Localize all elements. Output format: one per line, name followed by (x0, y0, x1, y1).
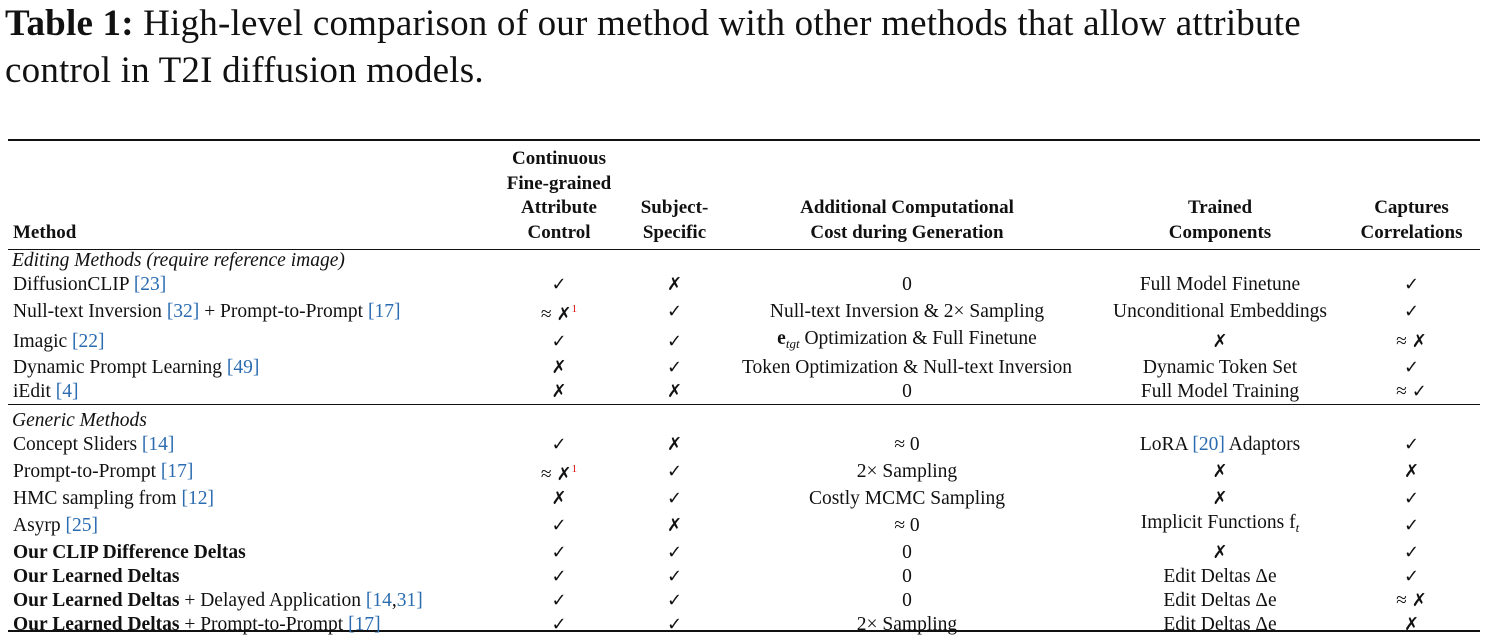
cross-icon: ✗ (1212, 461, 1228, 483)
continuous-cell (486, 433, 632, 457)
check-icon: ✓ (666, 301, 683, 323)
header-cost-line1: Additional Computational (800, 197, 1014, 218)
check-icon: ✓ (551, 565, 567, 587)
citation-link[interactable]: [4] (55, 381, 79, 403)
trained-cell: Edit Deltas Δe (1163, 589, 1277, 611)
table-row (8, 327, 1480, 356)
section-row-editing (8, 245, 1480, 273)
caption-label: Table 1: (5, 3, 134, 44)
trained-text: Adaptors (1224, 434, 1301, 456)
citation-link[interactable]: [20] (1192, 434, 1225, 456)
method-name: Concept Sliders (13, 434, 142, 456)
table-row (8, 511, 1480, 540)
continuous-cell (486, 380, 632, 404)
check-icon: ✓ (1403, 488, 1420, 510)
cross-icon: ✗ (556, 464, 572, 486)
check-icon: ✓ (551, 514, 567, 536)
method-name: Prompt-to-Prompt (13, 461, 161, 483)
check-icon: ✓ (551, 330, 567, 352)
captures-cell (1343, 327, 1480, 356)
trained-cell (1097, 457, 1343, 487)
table-row (8, 540, 1480, 564)
citation-link[interactable]: [17] (348, 613, 381, 635)
section-title-editing: Editing Methods (require reference image) (12, 250, 345, 271)
continuous-cell (486, 297, 632, 327)
header-method: Method (13, 221, 77, 243)
method-name: Null-text Inversion (13, 301, 167, 323)
continuous-cell (486, 487, 632, 511)
citation-link[interactable]: [49] (226, 357, 260, 379)
cross-icon: ✗ (1212, 330, 1228, 352)
table-row (8, 487, 1480, 511)
continuous-cell (486, 511, 632, 540)
header-computational-cost (717, 143, 1097, 245)
header-captures-line1: Captures (1374, 197, 1449, 218)
cost-cell: 0 (902, 541, 912, 563)
table-row (8, 356, 1480, 380)
method-name: DiffusionCLIP (13, 274, 134, 296)
table-row (8, 565, 1480, 589)
cost-cell: 0 (902, 565, 912, 587)
citation-link[interactable]: [17] (160, 461, 194, 483)
citation-link[interactable]: [14] (141, 434, 175, 456)
top-rule (8, 139, 1480, 141)
cross-icon: ✗ (1411, 589, 1427, 611)
subject-cell (632, 540, 717, 564)
citation-link[interactable]: [14 (365, 589, 392, 611)
captures-cell (1343, 273, 1480, 297)
continuous-cell (486, 540, 632, 564)
captures-cell (1343, 589, 1480, 613)
trained-cell: Unconditional Embeddings (1113, 301, 1327, 323)
check-icon: ✓ (1411, 381, 1427, 403)
cross-icon: ✗ (666, 381, 683, 403)
continuous-cell (486, 565, 632, 589)
subject-cell (632, 589, 717, 613)
table-row (8, 433, 1480, 457)
caption-text-line1: High-level comparison of our method with other methods that allow attribute (133, 3, 1301, 44)
check-icon: ✓ (551, 589, 567, 611)
check-icon: ✓ (551, 434, 567, 456)
method-cell (8, 565, 486, 589)
cross-icon: ✗ (551, 381, 567, 403)
cross-icon: ✗ (1403, 461, 1420, 483)
method-cell (8, 487, 486, 511)
table-row (8, 297, 1480, 327)
cost-cell: 0 (902, 274, 912, 296)
method-cell (8, 356, 486, 380)
method-cell (8, 589, 486, 613)
cross-icon: ✗ (1212, 541, 1228, 563)
captures-cell (1343, 380, 1480, 404)
check-icon: ✓ (1403, 274, 1420, 296)
cross-icon: ✗ (666, 434, 683, 456)
captures-cell (1343, 457, 1480, 487)
check-icon: ✓ (1403, 301, 1420, 323)
cross-icon: ✗ (666, 514, 683, 536)
check-icon: ✓ (551, 274, 567, 296)
footnote-marker[interactable]: 1 (571, 463, 578, 476)
cost-cell: ≈ 0 (894, 514, 920, 536)
method-name: iEdit (13, 381, 56, 403)
cost-cell: Null-text Inversion & 2× Sampling (769, 301, 1045, 323)
trained-cell: Full Model Training (1140, 381, 1300, 403)
trained-text: LoRA (1139, 434, 1193, 456)
captures-cell (1343, 297, 1480, 327)
subject-cell (632, 273, 717, 297)
cost-cell: 2× Sampling (856, 461, 958, 483)
subject-cell (632, 565, 717, 589)
header-subject-line1: Subject- (640, 197, 709, 218)
captures-cell (1343, 565, 1480, 589)
footnote-marker[interactable]: 1 (571, 303, 578, 316)
trained-cell (1097, 540, 1343, 564)
captures-cell (1343, 540, 1480, 564)
approx-symbol: ≈ (1396, 381, 1412, 403)
citation-link[interactable]: [22] (72, 330, 105, 352)
citation-link[interactable]: [23] (133, 274, 167, 296)
continuous-cell (486, 327, 632, 356)
approx-symbol: ≈ (540, 464, 557, 486)
check-icon: ✓ (551, 613, 567, 635)
check-icon: ✓ (666, 565, 683, 587)
method-name: Imagic (13, 330, 73, 352)
continuous-cell (486, 356, 632, 380)
table-row (8, 273, 1480, 297)
citation-link[interactable]: [32] (166, 301, 200, 323)
method-cell (8, 613, 486, 637)
table-row (8, 613, 1480, 637)
trained-cell: Edit Deltas Δe (1163, 613, 1277, 635)
citation-link[interactable]: [25] (65, 514, 99, 536)
subject-cell (632, 433, 717, 457)
check-icon: ✓ (666, 330, 683, 352)
subject-cell (632, 487, 717, 511)
trained-cell: Full Model Finetune (1139, 274, 1301, 296)
method-cell (8, 273, 486, 297)
check-icon: ✓ (1403, 565, 1420, 587)
trained-cell (1097, 433, 1343, 457)
captures-cell (1343, 613, 1480, 637)
cost-subscript: tgt (785, 336, 800, 352)
cross-icon: ✗ (556, 304, 572, 326)
cost-cell: 0 (902, 381, 912, 403)
cost-cell (717, 327, 1097, 356)
continuous-cell (486, 273, 632, 297)
check-icon: ✓ (666, 541, 683, 563)
header-trained-components (1097, 143, 1343, 245)
approx-symbol: ≈ (1396, 589, 1412, 611)
check-icon: ✓ (666, 613, 683, 635)
subject-cell (632, 511, 717, 540)
table-row (8, 457, 1480, 487)
trained-cell (1097, 327, 1343, 356)
subject-cell (632, 297, 717, 327)
header-continuous-line3: Attribute (521, 197, 597, 218)
check-icon: ✓ (551, 541, 567, 563)
method-name: Asyrp (13, 514, 66, 536)
header-row (8, 143, 1480, 245)
method-name: Dynamic Prompt Learning (13, 357, 227, 379)
captures-cell (1343, 487, 1480, 511)
header-continuous-line4: Control (527, 221, 591, 243)
subject-cell (632, 380, 717, 404)
subject-cell (632, 613, 717, 637)
citation-link[interactable]: [12] (181, 488, 214, 510)
method-cell (8, 511, 486, 540)
cost-cell: Costly MCMC Sampling (808, 488, 1006, 510)
caption-text-line2: control in T2I diffusion models. (5, 50, 484, 91)
trained-text: Implicit Functions f (1140, 512, 1296, 534)
method-name: Our Learned Deltas (13, 613, 180, 635)
continuous-cell (486, 589, 632, 613)
approx-symbol: ≈ (540, 304, 557, 326)
method-name-suffix: + Prompt-to-Prompt (179, 613, 349, 635)
method-cell (8, 540, 486, 564)
header-cost-line2: Cost during Generation (810, 221, 1004, 243)
check-icon: ✓ (666, 589, 683, 611)
citation-link[interactable]: [17] (367, 301, 401, 323)
cost-cell: 0 (902, 589, 912, 611)
header-continuous-control (486, 143, 632, 245)
section-title-generic: Generic Methods (12, 410, 147, 432)
captures-cell (1343, 356, 1480, 380)
citation-link[interactable]: 31] (396, 589, 423, 611)
cost-cell: 2× Sampling (856, 613, 958, 635)
header-captures-correlations (1343, 143, 1480, 245)
cross-icon: ✗ (1411, 330, 1427, 352)
method-name: Our Learned Deltas (13, 589, 180, 611)
cross-icon: ✗ (1212, 488, 1228, 510)
check-icon: ✓ (1403, 541, 1420, 563)
method-name-suffix: + Delayed Application (179, 589, 366, 611)
header-trained-line1: Trained (1187, 197, 1253, 218)
header-trained-line2: Components (1168, 221, 1272, 243)
cross-icon: ✗ (666, 274, 683, 296)
section-row-generic (8, 404, 1480, 433)
table-row (8, 589, 1480, 613)
captures-cell (1343, 433, 1480, 457)
cross-icon: ✗ (1403, 613, 1420, 635)
subject-cell (632, 356, 717, 380)
method-cell (8, 433, 486, 457)
cross-icon: ✗ (551, 488, 567, 510)
continuous-cell (486, 613, 632, 637)
trained-cell (1097, 511, 1343, 540)
check-icon: ✓ (666, 357, 683, 379)
method-name: Our Learned Deltas (13, 565, 180, 587)
table-caption (5, 0, 1485, 94)
citation-separator: , (391, 589, 397, 611)
method-name: Our CLIP Difference Deltas (13, 541, 246, 563)
cross-icon: ✗ (551, 357, 567, 379)
cost-symbol: e (777, 328, 786, 350)
header-subject-line2: Specific (642, 221, 707, 243)
subject-cell (632, 457, 717, 487)
approx-symbol: ≈ (1396, 330, 1412, 352)
trained-cell: Dynamic Token Set (1142, 357, 1298, 379)
header-continuous-line2: Fine-grained (506, 172, 612, 194)
check-icon: ✓ (666, 461, 683, 483)
trained-subscript: t (1295, 520, 1300, 536)
check-icon: ✓ (666, 488, 683, 510)
header-continuous-line1: Continuous (512, 148, 606, 169)
check-icon: ✓ (1403, 514, 1420, 536)
check-icon: ✓ (1403, 434, 1420, 456)
table-row (8, 380, 1480, 404)
header-subject-specific (632, 143, 717, 245)
trained-cell: Edit Deltas Δe (1163, 565, 1277, 587)
captures-cell (1343, 511, 1480, 540)
cost-cell: Token Optimization & Null-text Inversion (741, 357, 1073, 379)
method-name-suffix: + Prompt-to-Prompt (199, 301, 368, 323)
header-captures-line2: Correlations (1360, 221, 1463, 243)
method-cell (8, 380, 486, 404)
method-cell (8, 297, 486, 327)
trained-cell (1097, 487, 1343, 511)
continuous-cell (486, 457, 632, 487)
method-name: HMC sampling from (13, 488, 182, 510)
cost-text: Optimization & Full Finetune (799, 328, 1037, 350)
subject-cell (632, 327, 717, 356)
cost-cell: ≈ 0 (894, 434, 920, 456)
comparison-table (8, 143, 1480, 637)
method-cell (8, 457, 486, 487)
check-icon: ✓ (1403, 357, 1420, 379)
method-cell (8, 327, 486, 356)
